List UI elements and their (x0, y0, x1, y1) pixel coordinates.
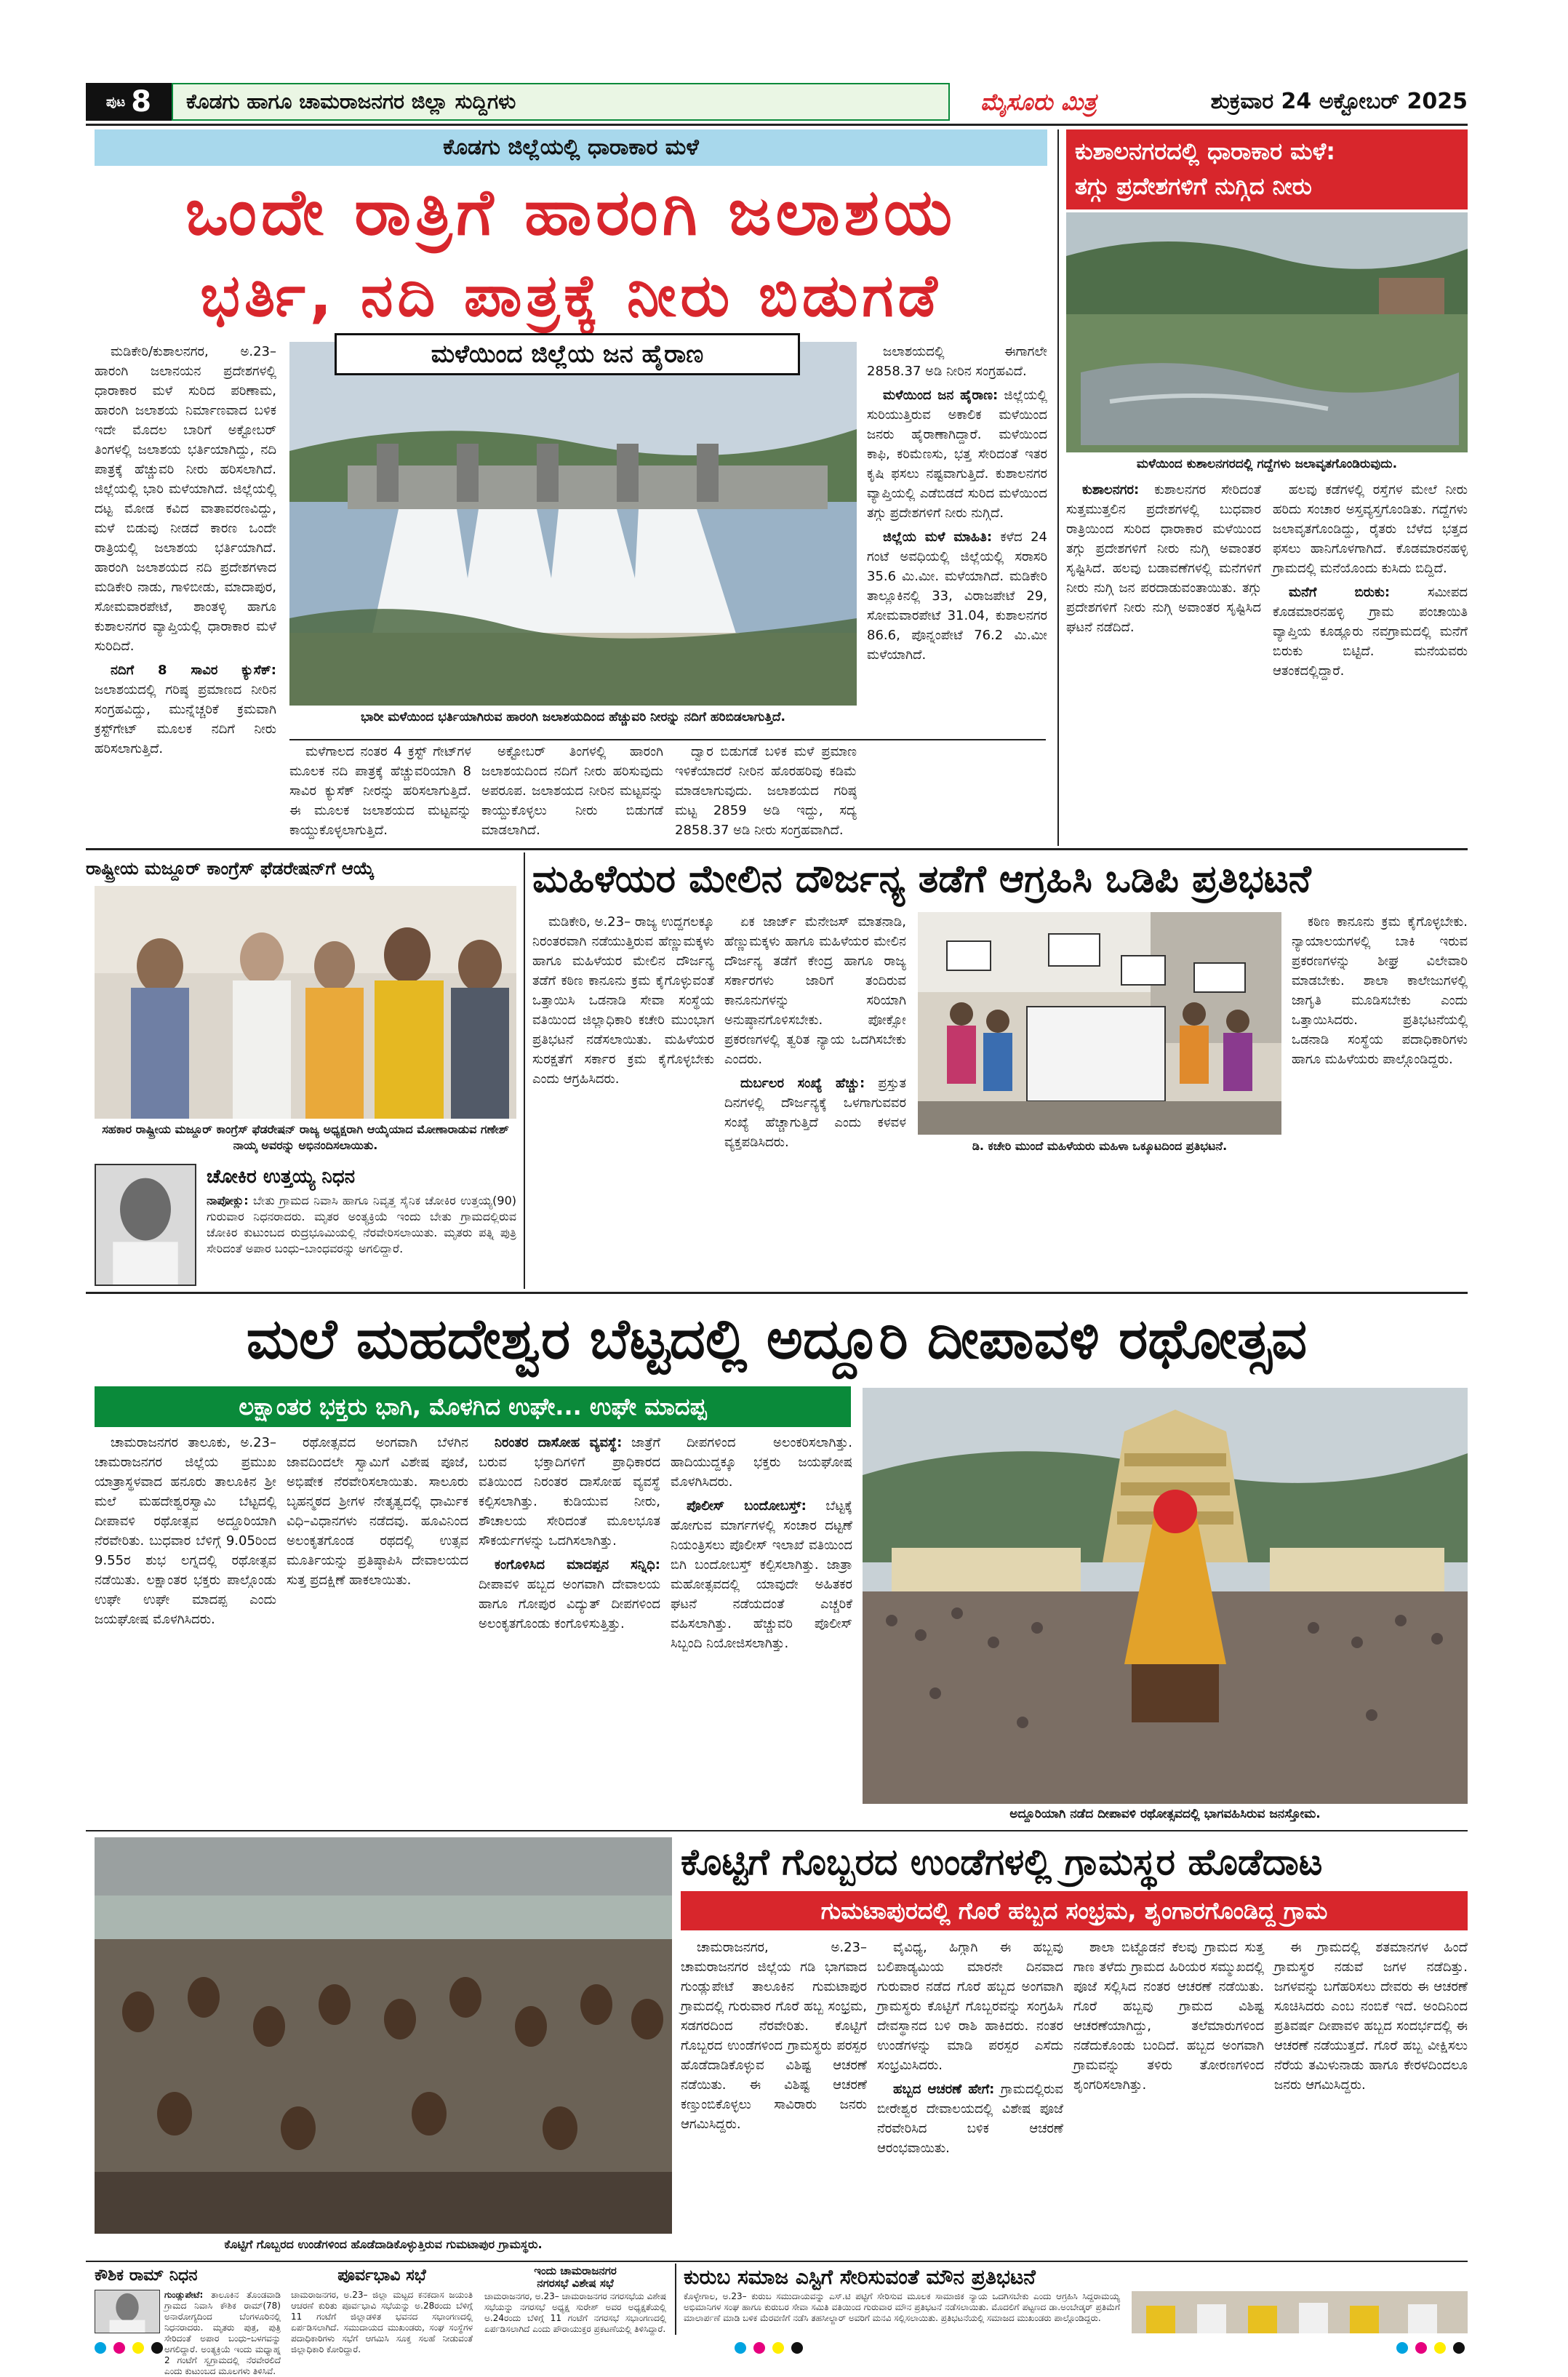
mazdoor-headline: ರಾಷ್ಟ್ರೀಯ ಮಜ್ದೂರ್ ಕಾಂಗ್ರೆಸ್ ಫೆಡರೇಷನ್‌ಗೆ ಆಯ್ಕೆ (86, 858, 375, 879)
dasara-headline: ಮಲೆ ಮಹದೇಶ್ವರ ಬೆಟ್ಟದಲ್ಲಿ ಅದ್ದೂರಿ ದೀಪಾವಳಿ ರಥೋತ್ಸವ (246, 1306, 1308, 1371)
gore-habba-caption: ಕೊಟ್ಟಿಗೆ ಗೊಬ್ಬರದ ಉಂಡೆಗಳಿಂದ ಹೊಡೆದಾಡಿಕೊಳ್ಳುತ್ತಿರುವ ಗುಮಟಾಪುರ ಗ್ರಾಮಸ್ಥರು. (224, 2237, 543, 2251)
poorva-headline: ಪೂರ್ವಭಾವಿ ಸಭೆ (337, 2266, 426, 2285)
kushal-col1-text: ಕುಶಾಲನಗರ ಸೇರಿದಂತೆ ಸುತ್ತಮುತ್ತಲಿನ ಪ್ರದೇಶಗಳಲ್ಲಿ ಬುಧವಾರ ರಾತ್ರಿಯಿಂದ ಸುರಿದ ಧಾರಾಕಾರ ಮಳೆಯಿಂದ ತಗ್ಗು ಪ್ರದೇಶಗಳಿಗೆ ನೀರು ನುಗ್ಗಿ ಅವಾಂತರ ಸೃಷ್ಟಿಸಿದೆ. ಹಲವು ಬಡಾವಣೆಗಳಲ್ಲಿ ಮನೆಗಳಿಗೆ ನೀರು ನುಗ್ಗಿ ಜನ ಪರದಾಡುವಂತಾಯಿತು. ತಗ್ಗು ಪ್ರದೇಶಗಳಿಗೆ ನೀರು ನುಗ್ಗಿ ಅವಾಂತರ ಸೃಷ್ಟಿಸಿದ ಘಟನೆ ನಡೆದಿದೆ. (1066, 482, 1261, 635)
section-title: ಕೊಡಗು ಹಾಗೂ ಚಾಮರಾಜನಗರ ಜಿಲ್ಲಾ ಸುದ್ದಿಗಳು (172, 83, 950, 121)
rathotsava-photo (863, 1388, 1468, 1804)
dam-photo (289, 342, 857, 706)
odp-col2-text: ಏಕ ಜಾರ್ಜ್ ಮೆನೇಜಸ್ ಮಾತನಾಡಿ, ಹೆಣ್ಣುಮಕ್ಕಳು ಹಾಗೂ ಮಹಿಳೆಯರ ಮೇಲಿನ ದೌರ್ಜನ್ಯ ತಡೆಗೆ ಕೇಂದ್ರ ಹಾಗೂ ರಾಜ್ಯ ಸರ್ಕಾರಗಳು ಜಾರಿಗೆ ತಂದಿರುವ ಕಾನೂನುಗಳನ್ನು ಸರಿಯಾಗಿ ಅನುಷ್ಠಾನಗೊಳಿಸಬೇಕು. ಪೋಕ್ಸೋ ಪ್ರಕರಣಗಳಲ್ಲಿ ತ್ವರಿತ ನ್ಯಾಯ ಒದಗಿಸಬೇಕು ಎಂದರು. (724, 914, 906, 1067)
kuruba-text: ಕೊಳ್ಳೇಗಾಲ, ಅ.23– ಕುರುಬ ಸಮುದಾಯವನ್ನು ಎಸ್.ಟಿ ಪಟ್ಟಿಗೆ ಸೇರಿಸುವ ಮೂಲಕ ಸಾಮಾಜಿಕ ನ್ಯಾಯ ಒದಗಿಸಬೇಕು ಎಂದು ಆಗ್ರಹಿಸಿ ಸಿದ್ದರಾಮಯ್ಯ ಅಭಿಮಾನಿಗಳ ಸಂಘ ಹಾಗೂ ಕುರುಬರ ಸೇವಾ ಸಮಿತಿ ವತಿಯಿಂದ ಗುರುವಾರ ಮೌನ ಪ್ರತಿಭಟನೆ ನಡೆಸಲಾಯಿತು. ಮೊದಲಿಗೆ ಪಟ್ಟಣದ ಡಾ.ಅಂಬೇಡ್ಕರ್ ಪ್ರತಿಮೆಗೆ ಮಾಲಾರ್ಪಣೆ ಮಾಡಿ ಬಳಿಕ ಮೆರವಣಿಗೆ ನಡೆಸಿ ತಹಸೀಲ್ದಾರ್ ಅವರಿಗೆ ಮನವಿ ಸಲ್ಲಿಸಲಾಯಿತು. ಪ್ರತಿಭಟನೆಯಲ್ಲಿ ಸಮಾಜದ ಮುಖಂಡರು ಪಾಲ್ಗೊಂಡಿದ್ದರು. (684, 2291, 1120, 2323)
lead-col1-text: ಮಡಿಕೇರಿ/ಕುಶಾಲನಗರ, ಅ.23– ಹಾರಂಗಿ ಜಲಾನಯನ ಪ್ರದೇಶಗಳಲ್ಲಿ ಧಾರಾಕಾರ ಮಳೆ ಸುರಿದ ಪರಿಣಾಮ, ಹಾರಂಗಿ ಜಲಾಶಯ ನಿರ್ಮಾಣವಾದ ಬಳಿಕ ಇದೇ ಮೊದಲ ಬಾರಿಗೆ ಅಕ್ಟೋಬರ್ ತಿಂಗಳಲ್ಲಿ ಜಲಾಶಯ ಭರ್ತಿಯಾಗಿದ್ದು, ನದಿ ಪಾತ್ರಕ್ಕೆ ಹೆಚ್ಚುವರಿ ನೀರು ಹರಿಸಲಾಗಿದೆ. ಜಿಲ್ಲೆಯಲ್ಲಿ ಭಾರಿ ಮಳೆಯಾಗಿದೆ. ಜಿಲ್ಲೆಯಲ್ಲಿ ದಟ್ಟ ಮೋಡ ಕವಿದ ವಾತಾವರಣವಿದ್ದು, ಮಳೆ ಬಿಡುವು ನೀಡದೆ ಕಾರಣ ಒಂದೇ ರಾತ್ರಿಯಲ್ಲಿ ಜಲಾಶಯ ಭರ್ತಿಯಾಗಿದೆ. ಹಾರಂಗಿ ಜಲಾಶಯದ ನದಿ ಪ್ರದೇಶಗಳಾದ ಮಡಿಕೇರಿ ನಾಡು, ಗಾಳಿಬೀಡು, ಮಾದಾಪುರ, ಸೋಮವಾರಪೇಟೆ, ಶಾಂತಳ್ಳಿ ಹಾಗೂ ಕುಶಾಲನಗರ ವ್ಯಾಪ್ತಿಯಲ್ಲಿ ಧಾರಾಕಾರ ಮಳೆ ಸುರಿದಿದೆ. (95, 344, 276, 654)
lead-col5-text: ಜಲಾಶಯದಲ್ಲಿ ಈಗಾಗಲೇ 2858.37 ಅಡಿ ನೀರಿನ ಸಂಗ್ರಹವಿದೆ. (867, 344, 1047, 379)
obituary-portrait-2 (95, 2290, 160, 2333)
kushal-dateline: ಕುಶಾಲನಗರ: (1082, 482, 1140, 498)
gore-column-4 (1274, 1938, 1468, 2258)
dasara-subhead: ಲಕ್ಷಾಂತರ ಭಕ್ತರು ಭಾಗಿ, ಮೊಳಗಿದ ಉಘೇ... ಉಘೇ ಮಾದಪ್ಪ (95, 1386, 851, 1427)
odp-col3-text: ಕಠಿಣ ಕಾನೂನು ಕ್ರಮ ಕೈಗೊಳ್ಳಬೇಕು. ನ್ಯಾಯಾಲಯಗಳಲ್ಲಿ ಬಾಕಿ ಇರುವ ಪ್ರಕರಣಗಳನ್ನು ಶೀಘ್ರ ವಿಲೇವಾರಿ ಮಾಡಬೇಕು. ಶಾಲಾ ಕಾಲೇಜುಗಳಲ್ಲಿ ಜಾಗೃತಿ ಮೂಡಿಸಬೇಕು ಎಂದು ಒತ್ತಾಯಿಸಿದರು. ಪ್ರತಿಭಟನೆಯಲ್ಲಿ ಒಡನಾಡಿ ಸಂಸ್ಥೆಯ ಪದಾಧಿಕಾರಿಗಳು ಹಾಗೂ ಮಹಿಳೆಯರು ಪಾಲ್ಗೊಂಡಿದ್ದರು. (1292, 914, 1468, 1067)
gore-col2-text: ವೈವಿಧ್ಯ, ಹಿಗ್ಗಾಗಿ ಈ ಹಬ್ಬವು ಬಲಿಪಾಡ್ಯಮಿಯ ಮಾರನೇ ದಿನವಾದ ಗುರುವಾರ ನಡೆದ ಗೊರೆ ಹಬ್ಬದ ಅಂಗವಾಗಿ ಗ್ರಾಮಸ್ಥರು ಕೊಟ್ಟಿಗೆ ಗೊಬ್ಬರವನ್ನು ಸಂಗ್ರಹಿಸಿ ದೇವಸ್ಥಾನದ ಬಳಿ ರಾಶಿ ಹಾಕಿದರು. ನಂತರ ಉಂಡೆಗಳನ್ನು ಮಾಡಿ ಪರಸ್ಪರ ಎಸೆದು ಸಂಭ್ರಮಿಸಿದರು. (877, 1940, 1063, 2073)
lead-headline-line1: ಒಂದೇ ರಾತ್ರಿಗೆ ಹಾರಂಗಿ ಜಲಾಶಯ (185, 175, 957, 249)
kushal-headline-line1: ಕುಶಾಲನಗರದಲ್ಲಿ ಧಾರಾಕಾರ ಮಳೆ: (1075, 137, 1336, 165)
paper-name-logo: ಮೈಸೂರು ಮಿತ್ರ (980, 88, 1097, 116)
gore-col1-text: ಚಾಮರಾಜನಗರ, ಅ.23– ಚಾಮರಾಜನಗರ ಜಿಲ್ಲೆಯ ಗಡಿ ಭಾಗವಾದ ಗುಂಡ್ಲುಪೇಟೆ ತಾಲೂಕಿನ ಗುಮಟಾಪುರ ಗ್ರಾಮದಲ್ಲಿ ಗುರುವಾರ ಗೊರೆ ಹಬ್ಬ ಸಂಭ್ರಮ, ಸಡಗರದಿಂದ ನೆರವೇರಿತು. ಕೊಟ್ಟಿಗೆ ಗೊಬ್ಬರದ ಉಂಡೆಗಳಿಂದ ಗ್ರಾಮಸ್ಥರು ಪರಸ್ಪರ ಹೊಡೆದಾಡಿಕೊಳ್ಳುವ ವಿಶಿಷ್ಟ ಆಚರಣೆ ನಡೆಯಿತು. ಈ ವಿಶಿಷ್ಟ ಆಚರಣೆ ಕಣ್ತುಂಬಿಕೊಳ್ಳಲು ಸಾವಿರಾರು ಜನರು ಆಗಮಿಸಿದ್ದರು. (681, 1940, 867, 2132)
odp-protest-photo (918, 912, 1281, 1135)
dasara-col3-subhead-2: ಕಂಗೊಳಿಸಿದ ಮಾದಪ್ಪನ ಸನ್ನಿಧಿ: (495, 1557, 660, 1573)
lead-headline-line2: ಭರ್ತಿ, ನದಿ ಪಾತ್ರಕ್ಕೆ ನೀರು ಬಿಡುಗಡೆ (200, 262, 942, 329)
odp-col2b-text: ಪ್ರಸ್ತುತ ದಿನಗಳಲ್ಲಿ ದೌರ್ಜನ್ಯಕ್ಕೆ ಒಳಗಾಗುವವರ ಸಂಖ್ಯೆ ಹೆಚ್ಚಾಗುತ್ತಿದೆ ಎಂದು ಕಳವಳ ವ್ಯಕ್ತಪಡಿಸಿದರು. (724, 1076, 906, 1150)
lead-col3-text: ಅಕ್ಟೋಬರ್ ತಿಂಗಳಲ್ಲಿ ಹಾರಂಗಿ ಜಲಾಶಯದಿಂದ ನದಿಗೆ ನೀರು ಹರಿಸುವುದು ಅಪರೂಪ. ಜಲಾಶಯದ ನೀರಿನ ಮಟ್ಟವನ್ನು ಕಾಯ್ದುಕೊಳ್ಳಲು ನೀರು ಬಿಡುಗಡೆ ಮಾಡಲಾಗಿದೆ. (481, 744, 663, 838)
nagarasabhe-headline-line1: ಇಂದು ಚಾಮರಾಜನಗರ (534, 2264, 617, 2277)
dasara-column-1 (95, 1433, 276, 1818)
dasara-column-4 (671, 1433, 852, 1818)
gore-col2b-text: ಗ್ರಾಮದಲ್ಲಿರುವ ಬೀರೇಶ್ವರ ದೇವಾಲಯದಲ್ಲಿ ವಿಶೇಷ ಪೂಜೆ ನೆರವೇರಿಸಿದ ಬಳಿಕ ಆಚರಣೆ ಆರಂಭವಾಯಿತು. (877, 2082, 1063, 2156)
gore-col4-text: ಈ ಗ್ರಾಮದಲ್ಲಿ ಶತಮಾನಗಳ ಹಿಂದೆ ಗ್ರಾಮಸ್ಥರ ನಡುವೆ ಜಗಳ ನಡೆದಿತ್ತು. ಜಗಳವನ್ನು ಬಗೆಹರಿಸಲು ದೇವರು ಈ ಆಚರಣೆ ಸೂಚಿಸಿದರು ಎಂಬ ನಂಬಿಕೆ ಇದೆ. ಅಂದಿನಿಂದ ಪ್ರತಿವರ್ಷ ದೀಪಾವಳಿ ಹಬ್ಬದ ಸಂದರ್ಭದಲ್ಲಿ ಈ ಆಚರಣೆ ನಡೆಯುತ್ತದೆ. ಗೊರೆ ಹಬ್ಬ ವೀಕ್ಷಿಸಲು ನೆರೆಯ ತಮಿಳುನಾಡು ಹಾಗೂ ಕೇರಳದಿಂದಲೂ ಜನರು ಆಗಮಿಸಿದ್ದರು. (1274, 1940, 1468, 2093)
gore-col3-text: ಶಾಲಾ ಬಿಟ್ಟೊಡನೆ ಕೆಲವು ಗ್ರಾಮದ ಸುತ್ತ ಗಾಣ ತಳೆದು ಗ್ರಾಮದ ಹಿರಿಯರ ಸಮ್ಮುಖದಲ್ಲಿ ಪೂಜೆ ಸಲ್ಲಿಸಿದ ನಂತರ ಆಚರಣೆ ನಡೆಯಿತು. ಗೊರೆ ಹಬ್ಬವು ಗ್ರಾಮದ ವಿಶಿಷ್ಟ ಆಚರಣೆಯಾಗಿದ್ದು, ತಲೆಮಾರುಗಳಿಂದ ನಡೆದುಕೊಂಡು ಬಂದಿದೆ. ಹಬ್ಬದ ಅಂಗವಾಗಿ ಗ್ರಾಮವನ್ನು ತಳಿರು ತೋರಣಗಳಿಂದ ಶೃಂಗರಿಸಲಾಗಿತ್ತು. (1073, 1940, 1264, 2093)
rathotsava-caption: ಅದ್ದೂರಿಯಾಗಿ ನಡೆದ ದೀಪಾವಳಿ ರಥೋತ್ಸವದಲ್ಲಿ ಭಾಗವಹಿಸಿರುವ ಜನಸ್ತೋಮ. (1009, 1807, 1321, 1821)
masthead-rule (86, 124, 1468, 126)
lead-column-5 (867, 342, 1047, 844)
registration-dots-left (95, 2342, 163, 2354)
issue-date: ಶುಕ್ರವಾರ 24 ಅಕ್ಟೋಬರ್ 2025 (1210, 89, 1468, 114)
page-number-badge (86, 83, 172, 121)
gore-habba-photo (95, 1837, 672, 2234)
dasara-col3-subhead: ನಿರಂತರ ದಾಸೋಹ ವ್ಯವಸ್ಥೆ: (495, 1435, 623, 1450)
kuruba-protest-photo (1132, 2291, 1468, 2333)
lead-column-3 (481, 742, 663, 844)
odp-headline: ಮಹಿಳೆಯರ ಮೇಲಿನ ದೌರ್ಜನ್ಯ ತಡೆಗೆ ಆಗ್ರಹಿಸಿ ಒಡಿಪಿ ಪ್ರತಿಭಟನೆ (532, 858, 1311, 901)
kuruba-headline: ಕುರುಬ ಸಮಾಜ ಎಸ್ಟಿಗೆ ಸೇರಿಸುವಂತೆ ಮೌನ ಪ್ರತಿಭಟನೆ (684, 2265, 1036, 2289)
obituary-1-body: ಬೇತು ಗ್ರಾಮದ ನಿವಾಸಿ ಹಾಗೂ ನಿವೃತ್ತ ಸೈನಿಕ ಚೋಕಿರ ಉತ್ತಯ್ಯ(90) ಗುರುವಾರ ನಿಧನರಾದರು. ಮೃತರ ಅಂತ್ಯಕ್ರಿಯೆ ಇಂದು ಬೇತು ಗ್ರಾಮದಲ್ಲಿರುವ ಚೋಕಿರ ಕುಟುಂಬದ ರುದ್ರಭೂಮಿಯಲ್ಲಿ ನೆರವೇರಿಸಲಾಯಿತು. ಮೃತರು ಪತ್ನಿ ಪುತ್ರಿ ಸೇರಿದಂತೆ ಅಪಾರ ಬಂಧು–ಬಾಂಧವರನ್ನು ಅಗಲಿದ್ದಾರೆ. (207, 1194, 516, 1255)
gore-col2-subhead: ಹಬ್ಬದ ಆಚರಣೆ ಹೇಗೆ: (893, 2082, 995, 2097)
lead-column-2 (289, 742, 471, 844)
page-label: ಪುಟ (105, 94, 126, 110)
odp-column-3 (1292, 912, 1468, 1290)
nagarasabhe-headline-line2: ನಗರಸಭೆ ವಿಶೇಷ ಸಭೆ (537, 2277, 614, 2290)
gore-column-1 (681, 1938, 867, 2258)
lead-col5b-text: ಜಿಲ್ಲೆಯಲ್ಲಿ ಸುರಿಯುತ್ತಿರುವ ಅಕಾಲಿಕ ಮಳೆಯಿಂದ ಜನರು ಹೈರಾಣಾಗಿದ್ದಾರೆ. ಮಳೆಯಿಂದ ಕಾಫಿ, ಕರಿಮೆಣಸು, ಭತ್ತ ಸೇರಿದಂತೆ ಇತರ ಕೃಷಿ ಫಸಲು ನಷ್ಟವಾಗುತ್ತಿದೆ. ಕುಶಾಲನಗರ ವ್ಯಾಪ್ತಿಯಲ್ಲಿ ಎಡೆಬಿಡದೆ ಸುರಿದ ಮಳೆಯಿಂದ ತಗ್ಗು ಪ್ರದೇಶಗಳಿಗೆ ನೀರು ನುಗ್ಗಿದೆ. (867, 388, 1047, 521)
dasara-col4-subhead: ಪೊಲೀಸ್ ಬಂದೋಬಸ್ತ್: (687, 1498, 807, 1514)
dasara-col3-text: ಜಾತ್ರೆಗೆ ಬರುವ ಭಕ್ತಾದಿಗಳಿಗೆ ಪ್ರಾಧಿಕಾರದ ವತಿಯಿಂದ ನಿರಂತರ ದಾಸೋಹ ವ್ಯವಸ್ಥೆ ಕಲ್ಪಿಸಲಾಗಿತ್ತು. ಕುಡಿಯುವ ನೀರು, ಶೌಚಾಲಯ ಸೇರಿದಂತೆ ಮೂಲಭೂತ ಸೌಕರ್ಯಗಳನ್ನು ಒದಗಿಸಲಾಗಿತ್ತು. (479, 1435, 660, 1549)
mazdoor-caption: ಸಹಕಾರ ರಾಷ್ಟ್ರೀಯ ಮಜ್ದೂರ್ ಕಾಂಗ್ರೆಸ್ ಫೆಡರೇಷನ್ ರಾಜ್ಯ ಅಧ್ಯಕ್ಷರಾಗಿ ಆಯ್ಕೆಯಾದ ಮೋಣಾರಾಡುವ ಗಣೇಶ್ ನಾಯ್ಕ ಅವರನ್ನು ಅಭಿನಂದಿಸಲಾಯಿತು. (102, 1122, 509, 1152)
obituary-2-headline: ಕೌಶಿಕ ರಾಮ್ ನಿಧನ (95, 2266, 198, 2285)
dasara-col1-text: ಚಾಮರಾಜನಗರ ತಾಲೂಕು, ಅ.23– ಚಾಮರಾಜನಗರ ಜಿಲ್ಲೆಯ ಪ್ರಮುಖ ಯಾತ್ರಾಸ್ಥಳವಾದ ಹನೂರು ತಾಲೂಕಿನ ಶ್ರೀ ಮಲೆ ಮಹದೇಶ್ವರಸ್ವಾಮಿ ಬೆಟ್ಟದಲ್ಲಿ ದೀಪಾವಳಿ ರಥೋತ್ಸವ ಅದ್ದೂರಿಯಾಗಿ ನೆರವೇರಿತು. ಬುಧವಾರ ಬೆಳಿಗ್ಗೆ 9.05ರಿಂದ 9.55ರ ಶುಭ ಲಗ್ನದಲ್ಲಿ ರಥೋತ್ಸವ ನಡೆಯಿತು. ಲಕ್ಷಾಂತರ ಭಕ್ತರು ಪಾಲ್ಗೊಂಡು ಉಘೇ ಉಘೇ ಮಾದಪ್ಪ ಎಂದು ಜಯಘೋಷ ಮೊಳಗಿಸಿದರು. (95, 1435, 276, 1627)
lead-column-4 (675, 742, 857, 844)
odp-column-2 (724, 912, 906, 1290)
kushal-col2-subhead: ಮನೆಗೆ ಬಿರುಕು: (1289, 585, 1391, 600)
poorva-text: ಚಾಮರಾಜನಗರ, ಅ.23– ಜಿಲ್ಲಾ ಮಟ್ಟದ ಕನಕದಾಸ ಜಯಂತಿ ಆಚರಣೆ ಕುರಿತು ಪೂರ್ವಭಾವಿ ಸಭೆಯನ್ನು ಅ.28ರಂದು ಬೆಳಿಗ್ಗೆ 11 ಗಂಟೆಗೆ ಜಿಲ್ಲಾಡಳಿತ ಭವನದ ಸಭಾಂಗಣದಲ್ಲಿ ಏರ್ಪಡಿಸಲಾಗಿದೆ. ಸಮುದಾಯದ ಮುಖಂಡರು, ಸಂಘ ಸಂಸ್ಥೆಗಳ ಪದಾಧಿಕಾರಿಗಳು ಸಭೆಗೆ ಆಗಮಿಸಿ ಸೂಕ್ತ ಸಲಹೆ ನೀಡುವಂತೆ ಜಿಲ್ಲಾಧಿಕಾರಿ ಕೋರಿದ್ದಾರೆ. (291, 2290, 473, 2354)
lead-col5c-text: ಕಳೆದ 24 ಗಂಟೆ ಅವಧಿಯಲ್ಲಿ ಜಿಲ್ಲೆಯಲ್ಲಿ ಸರಾಸರಿ 35.6 ಮಿ.ಮೀ. ಮಳೆಯಾಗಿದೆ. ಮಡಿಕೇರಿ ತಾಲ್ಲೂಕಿನಲ್ಲಿ 33, ವಿರಾಜಪೇಟೆ 29, ಸೋಮವಾರಪೇಟೆ 31.04, ಕುಶಾಲನಗರ 86.6, ಪೊನ್ನಂಪೇಟೆ 76.2 ಮಿ.ಮೀ ಮಳೆಯಾಗಿದೆ. (867, 530, 1047, 663)
dasara-column-2 (287, 1433, 468, 1818)
obituary-2-text (164, 2290, 281, 2376)
odp-column-1 (532, 912, 714, 1290)
odp-photo-caption: ಡಿ. ಕಚೇರಿ ಮುಂದೆ ಮಹಿಳೆಯರು ಮಹಿಳಾ ಒಕ್ಕೂಟದಿಂದ ಪ್ರತಿಭಟನೆ. (972, 1139, 1228, 1153)
registration-dots-center (735, 2342, 803, 2354)
lead-subhead: ಮಳೆಯಿಂದ ಜಿಲ್ಲೆಯ ಜನ ಹೈರಾಣ (335, 333, 800, 375)
odp-col2-subhead: ದುರ್ಬಲರ ಸಂಖ್ಯೆ ಹೆಚ್ಚು: (740, 1076, 865, 1091)
lead-col1-subhead: ನದಿಗೆ 8 ಸಾವಿರ ಕ್ಯುಸೆಕ್: (111, 663, 276, 678)
flood-photo-caption: ಮಳೆಯಿಂದ ಕುಶಾಲನಗರದಲ್ಲಿ ಗದ್ದೆಗಳು ಜಲಾವೃತಗೊಂಡಿರುವುದು. (1136, 457, 1398, 471)
obituary-1-dateline: ನಾಪೋಕ್ಲು: (207, 1194, 249, 1207)
kushal-col2b-text: ಸಮೀಪದ ಕೊಡಮಾರನಹಳ್ಳಿ ಗ್ರಾಮ ಪಂಚಾಯಿತಿ ವ್ಯಾಪ್ತಿಯ ಕೂಡ್ಲೂರು ನವಗ್ರಾಮದಲ್ಲಿ ಮನೆಗೆ ಬಿರುಕು ಬಿಟ್ಟಿದೆ. ಮನೆಯವರು ಆತಂಕದಲ್ಲಿದ್ದಾರೆ. (1273, 585, 1468, 679)
registration-dots-right (1396, 2342, 1465, 2354)
gore-column-2 (877, 1938, 1063, 2258)
page-number: 8 (131, 85, 152, 119)
dasara-column-3 (479, 1433, 660, 1818)
kushal-col2-text: ಹಲವು ಕಡೆಗಳಲ್ಲಿ ರಸ್ತೆಗಳ ಮೇಲೆ ನೀರು ಹರಿದು ಸಂಚಾರ ಅಸ್ತವ್ಯಸ್ತಗೊಂಡಿತು. ಗದ್ದೆಗಳು ಜಲಾವೃತಗೊಂಡಿದ್ದು, ರೈತರು ಬೆಳೆದ ಭತ್ತದ ಫಸಲು ಹಾನಿಗೊಳಗಾಗಿದೆ. ಕೊಡಮಾರನಹಳ್ಳಿ ಗ್ರಾಮದಲ್ಲಿ ಮನೆಯೊಂದು ಕುಸಿದು ಬಿದ್ದಿದೆ. (1273, 482, 1468, 576)
lead-col1b-text: ಜಲಾಶಯದಲ್ಲಿ ಗರಿಷ್ಠ ಪ್ರಮಾಣದ ನೀರಿನ ಸಂಗ್ರಹವಿದ್ದು, ಮುನ್ನೆಚ್ಚರಿಕೆ ಕ್ರಮವಾಗಿ ಕ್ರಸ್ಟ್‌ಗೇಟ್ ಮೂಲಕ ನದಿಗೆ ನೀರು ಹರಿಸಲಾಗುತ್ತಿದೆ. (95, 682, 276, 756)
lead-col2-text: ಮಳೆಗಾಲದ ನಂತರ 4 ಕ್ರಸ್ಟ್ ಗೇಟ್‌ಗಳ ಮೂಲಕ ನದಿ ಪಾತ್ರಕ್ಕೆ ಹೆಚ್ಚುವರಿಯಾಗಿ 8 ಸಾವಿರ ಕ್ಯುಸೆಕ್ ನೀರನ್ನು ಹರಿಸಲಾಗುತ್ತಿದೆ. ಈ ಮೂಲಕ ಜಲಾಶಯದ ಮಟ್ಟವನ್ನು ಕಾಯ್ದುಕೊಳ್ಳಲಾಗುತ್ತಿದೆ. (289, 744, 471, 838)
dasara-col4b-text: ಬೆಟ್ಟಕ್ಕೆ ಹೋಗುವ ಮಾರ್ಗಗಳಲ್ಲಿ ಸಂಚಾರ ದಟ್ಟಣೆ ನಿಯಂತ್ರಿಸಲು ಪೊಲೀಸ್ ಇಲಾಖೆ ವತಿಯಿಂದ ಬಿಗಿ ಬಂದೋಬಸ್ತ್ ಕಲ್ಪಿಸಲಾಗಿತ್ತು. ಜಾತ್ರಾ ಮಹೋತ್ಸವದಲ್ಲಿ ಯಾವುದೇ ಅಹಿತಕರ ಘಟನೆ ನಡೆಯದಂತೆ ಎಚ್ಚರಿಕೆ ವಹಿಸಲಾಗಿತ್ತು. ಹೆಚ್ಚುವರಿ ಪೊಲೀಸ್ ಸಿಬ್ಬಂದಿ ನಿಯೋಜಿಸಲಾಗಿತ್ತು. (671, 1498, 852, 1651)
obituary-1-text (207, 1193, 516, 1287)
kushal-column-1 (1066, 480, 1261, 844)
obituary-portrait-1 (95, 1164, 196, 1286)
odp-col1-text: ಮಡಿಕೇರಿ, ಅ.23– ರಾಜ್ಯ ಉದ್ದಗಲಕ್ಕೂ ನಿರಂತರವಾಗಿ ನಡೆಯುತ್ತಿರುವ ಹೆಣ್ಣುಮಕ್ಕಳು ಹಾಗೂ ಮಹಿಳೆಯರ ಮೇಲಿನ ದೌರ್ಜನ್ಯ ತಡೆಗೆ ಕಠಿಣ ಕಾನೂನು ಕ್ರಮ ಕೈಗೊಳ್ಳುವಂತೆ ಒತ್ತಾಯಿಸಿ ಒಡನಾಡಿ ಸೇವಾ ಸಂಸ್ಥೆಯ ವತಿಯಿಂದ ಜಿಲ್ಲಾಧಿಕಾರಿ ಕಚೇರಿ ಮುಂಭಾಗ ಪ್ರತಿಭಟನೆ ನಡೆಸಲಾಯಿತು. ಮಹಿಳೆಯರ ಸುರಕ್ಷತೆಗೆ ಸರ್ಕಾರ ಕ್ರಮ ಕೈಗೊಳ್ಳಬೇಕು ಎಂದು ಆಗ್ರಹಿಸಿದರು. (532, 914, 714, 1087)
obituary-2-body: ತಾಲೂಕಿನ ತೊಂಡವಾಡಿ ಗ್ರಾಮದ ನಿವಾಸಿ ಕೌಶಿಕ ರಾಮ್(78) ಅನಾರೋಗ್ಯದಿಂದ ಬೆಂಗಳೂರಿನಲ್ಲಿ ನಿಧನರಾದರು. ಮೃತರು ಪುತ್ರ, ಪುತ್ರಿ ಸೇರಿದಂತೆ ಅಪಾರ ಬಂಧು–ಬಳಗವನ್ನು ಅಗಲಿದ್ದಾರೆ. ಅಂತ್ಯಕ್ರಿಯೆ ಇಂದು ಮಧ್ಯಾಹ್ನ 2 ಗಂಟೆಗೆ ಸ್ವಗ್ರಾಮದಲ್ಲಿ ನೆರವೇರಲಿದೆ ಎಂದು ಕುಟುಂಬದ ಮೂಲಗಳು ತಿಳಿಸಿವೆ. (164, 2290, 281, 2376)
dam-photo-caption: ಭಾರೀ ಮಳೆಯಿಂದ ಭರ್ತಿಯಾಗಿರುವ ಹಾರಂಗಿ ಜಲಾಶಯದಿಂದ ಹೆಚ್ಚುವರಿ ನೀರನ್ನು ನದಿಗೆ ಹರಿಬಿಡಲಾಗುತ್ತಿದೆ. (360, 710, 786, 724)
lead-column-1 (95, 342, 276, 844)
flood-field-photo (1066, 212, 1468, 452)
lead-kicker: ಕೊಡಗು ಜಿಲ್ಲೆಯಲ್ಲಿ ಧಾರಾಕಾರ ಮಳೆ (95, 129, 1047, 166)
mazdoor-photo (95, 886, 516, 1119)
dasara-col3b-text: ದೀಪಾವಳಿ ಹಬ್ಬದ ಅಂಗವಾಗಿ ದೇವಾಲಯ ಹಾಗೂ ಗೋಪುರ ವಿದ್ಯುತ್ ದೀಪಗಳಿಂದ ಅಲಂಕೃತಗೊಂಡು ಕಂಗೊಳಿಸುತ್ತಿತ್ತು. (479, 1577, 660, 1631)
gore-headline: ಕೊಟ್ಟಿಗೆ ಗೊಬ್ಬರದ ಉಂಡೆಗಳಲ್ಲಿ ಗ್ರಾಮಸ್ಥರ ಹೊಡೆದಾಟ (681, 1841, 1323, 1883)
kushal-column-2 (1273, 480, 1468, 844)
lead-col5-subhead: ಮಳೆಯಿಂದ ಜನ ಹೈರಾಣ: (883, 388, 999, 403)
kushal-headline (1066, 129, 1468, 209)
lead-col5-subhead-2: ಜಿಲ್ಲೆಯ ಮಳೆ ಮಾಹಿತಿ: (883, 530, 993, 545)
masthead (86, 81, 1468, 122)
dasara-col4-text: ದೀಪಗಳಿಂದ ಅಲಂಕರಿಸಲಾಗಿತ್ತು. ಹಾದಿಯುದ್ದಕ್ಕೂ ಭಕ್ತರು ಜಯಘೋಷ ಮೊಳಗಿಸಿದರು. (671, 1435, 852, 1490)
gore-column-3 (1073, 1938, 1264, 2258)
kushal-headline-line2: ತಗ್ಗು ಪ್ರದೇಶಗಳಿಗೆ ನುಗ್ಗಿದ ನೀರು (1075, 172, 1312, 200)
gore-subhead: ಗುಮಟಾಪುರದಲ್ಲಿ ಗೊರೆ ಹಬ್ಬದ ಸಂಭ್ರಮ, ಶೃಂಗಾರಗೊಂಡಿದ್ದ ಗ್ರಾಮ (681, 1891, 1468, 1930)
nagarasabhe-text: ಚಾಮರಾಜನಗರ, ಅ.23– ಚಾಮರಾಜನಗರ ನಗರಸಭೆಯ ವಿಶೇಷ ಸಭೆಯನ್ನು ನಗರಸಭೆ ಅಧ್ಯಕ್ಷ ಸುರೇಶ್ ಅವರ ಅಧ್ಯಕ್ಷತೆಯಲ್ಲಿ ಅ.24ರಂದು ಬೆಳಿಗ್ಗೆ 11 ಗಂಟೆಗೆ ನಗರಸಭೆ ಸಭಾಂಗಣದಲ್ಲಿ ಏರ್ಪಡಿಸಲಾಗಿದೆ ಎಂದು ಪೌರಾಯುಕ್ತರ ಪ್ರಕಟಣೆಯಲ್ಲಿ ತಿಳಿಸಿದ್ದಾರೆ. (484, 2291, 666, 2334)
lead-col4-text: ದ್ವಾರ ಬಿಡುಗಡೆ ಬಳಿಕ ಮಳೆ ಪ್ರಮಾಣ ಇಳಿಕೆಯಾದರೆ ನೀರಿನ ಹೊರಹರಿವು ಕಡಿಮೆ ಮಾಡಲಾಗುವುದು. ಜಲಾಶಯದ ಗರಿಷ್ಠ ಮಟ್ಟ 2859 ಅಡಿ ಇದ್ದು, ಸದ್ಯ 2858.37 ಅಡಿ ನೀರು ಸಂಗ್ರಹವಾಗಿದೆ. (675, 744, 857, 838)
nagarasabhe-headline (484, 2265, 666, 2290)
obituary-1-headline: ಚೋಕಿರ ಉತ್ತಯ್ಯ ನಿಧನ (207, 1166, 356, 1188)
obituary-2-dateline: ಗುಂಡ್ಲುಪೇಟೆ: (164, 2290, 204, 2300)
dasara-col2-text: ರಥೋತ್ಸವದ ಅಂಗವಾಗಿ ಬೆಳಗಿನ ಜಾವದಿಂದಲೇ ಸ್ವಾಮಿಗೆ ವಿಶೇಷ ಪೂಜೆ, ಅಭಿಷೇಕ ನೆರವೇರಿಸಲಾಯಿತು. ಸಾಲೂರು ಬೃಹನ್ಮಠದ ಶ್ರೀಗಳ ನೇತೃತ್ವದಲ್ಲಿ ಧಾರ್ಮಿಕ ವಿಧಿ–ವಿಧಾನಗಳು ನಡೆದವು. ಹೂವಿನಿಂದ ಅಲಂಕೃತಗೊಂಡ ರಥದಲ್ಲಿ ಉತ್ಸವ ಮೂರ್ತಿಯನ್ನು ಪ್ರತಿಷ್ಠಾಪಿಸಿ ದೇವಾಲಯದ ಸುತ್ತ ಪ್ರದಕ್ಷಿಣೆ ಹಾಕಲಾಯಿತು. (287, 1435, 468, 1588)
